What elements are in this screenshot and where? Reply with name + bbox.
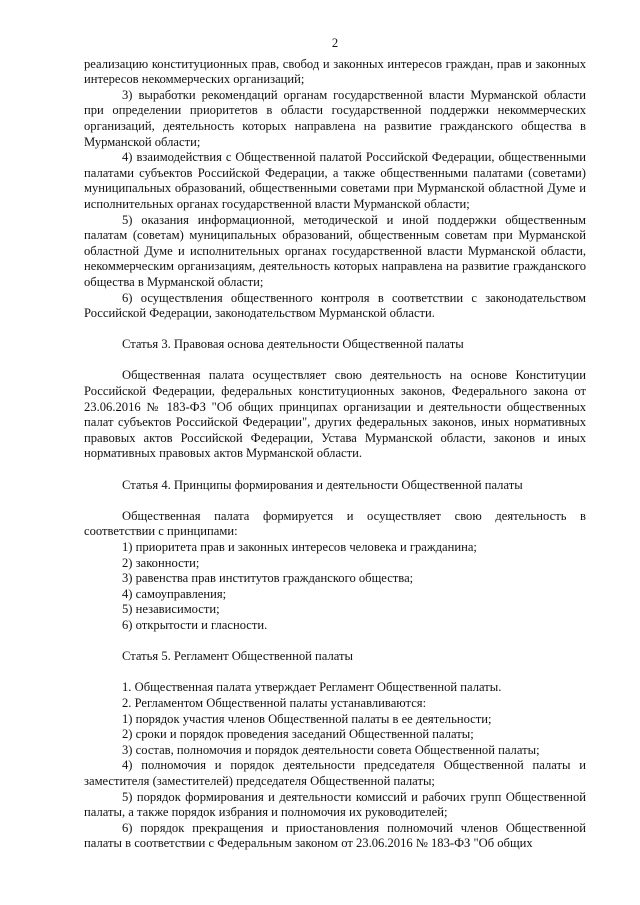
paragraph: 6) порядок прекращения и приостановления полномочий членов Общественной палаты в соответствии с Федеральным законом от 23.06.2016 № 183-ФЗ "Об общих [84,820,586,851]
paragraph-spacer [84,665,586,681]
paragraph: 4) полномочия и порядок деятельности председателя Общественной палаты и заместителя (заместителей) председателя Общественной палаты; [84,758,586,788]
article-heading: Статья 3. Правовая основа деятельности Общественной палаты [122,337,464,352]
paragraph: реализацию конституционных прав, свобод и законных интересов граждан, прав и законных интересов некоммерческих организаций; [84,56,586,87]
paragraph: 5) порядок формирования и деятельности комиссий и рабочих групп Общественной палаты, а также порядок избрания и полномочия их руководителей; [84,789,586,820]
paragraph: 3) выработки рекомендаций органам государственной власти Мурманской области при определении приоритетов в области государственной поддержки некоммерческих организаций, деятельность которых направлена на развитие гражданского общества в Мурманской области; [84,87,586,149]
document-body [84,57,586,852]
paragraph: 2. Регламентом Общественной палаты устанавливаются: [122,695,427,710]
page-number: 2 [331,36,339,50]
article-heading: Статья 5. Регламент Общественной палаты [122,649,353,664]
paragraph: 6) осуществления общественного контроля в соответствии с законодательством Российской Федерации, законодательством Мурманской области. [84,290,586,321]
paragraph: 2) сроки и порядок проведения заседаний Общественной палаты; [122,727,474,742]
paragraph: 4) взаимодействия с Общественной палатой Российской Федерации, общественными палатами субъектов Российской Федерации, а также общественными палатами (советами) муниципальных образований, общественными советами при Мурманской областной Думе и исполнительных органах государственной власти Мурманской области; [84,150,586,211]
paragraph: Общественная палата осуществляет свою деятельность на основе Конституции Российской Федерации, федеральных конституционных законов, Федерального закона от 23.06.2016 № 183-ФЗ "Об общих принципах организации и деятельности общественных палат субъектов Российской Федерации", других федеральных законов, иных нормативных правовых актов Российской Федерации, Устава Мурманской области, законов и иных нормативных правовых актов Мурманской области. [84,368,586,461]
paragraph: 3) равенства прав институтов гражданского общества; [122,571,414,586]
paragraph: 1. Общественная палата утверждает Регламент Общественной палаты. [122,680,502,695]
paragraph-spacer [84,493,586,509]
paragraph: 3) состав, полномочия и порядок деятельности совета Общественной палаты; [122,742,540,757]
paragraph: Общественная палата формируется и осуществляет свою деятельность в соответствии с принципами: [84,508,586,539]
paragraph: 4) самоуправления; [122,586,227,601]
paragraph: 5) оказания информационной, методической и иной поддержки общественным палатам (советам) муниципальных образований, общественным советам при Мурманской областной Думе и исполнительных органах государственной власти Мурманской области, некоммерческим организациям, деятельность которых направлена на развитие гражданского общества в Мурманской области; [84,212,586,289]
paragraph-spacer [84,322,586,338]
paragraph: 6) открытости и гласности. [122,617,268,632]
paragraph: 1) порядок участия членов Общественной палаты в ее деятельности; [122,711,492,726]
paragraph: 5) независимости; [122,602,220,617]
paragraph-spacer [84,634,586,650]
paragraph: 2) законности; [122,555,200,570]
paragraph-spacer [84,462,586,478]
paragraph: 1) приоритета прав и законных интересов человека и гражданина; [122,540,477,554]
paragraph-spacer [84,353,586,369]
article-heading: Статья 4. Принципы формирования и деятельности Общественной палаты [122,477,523,492]
